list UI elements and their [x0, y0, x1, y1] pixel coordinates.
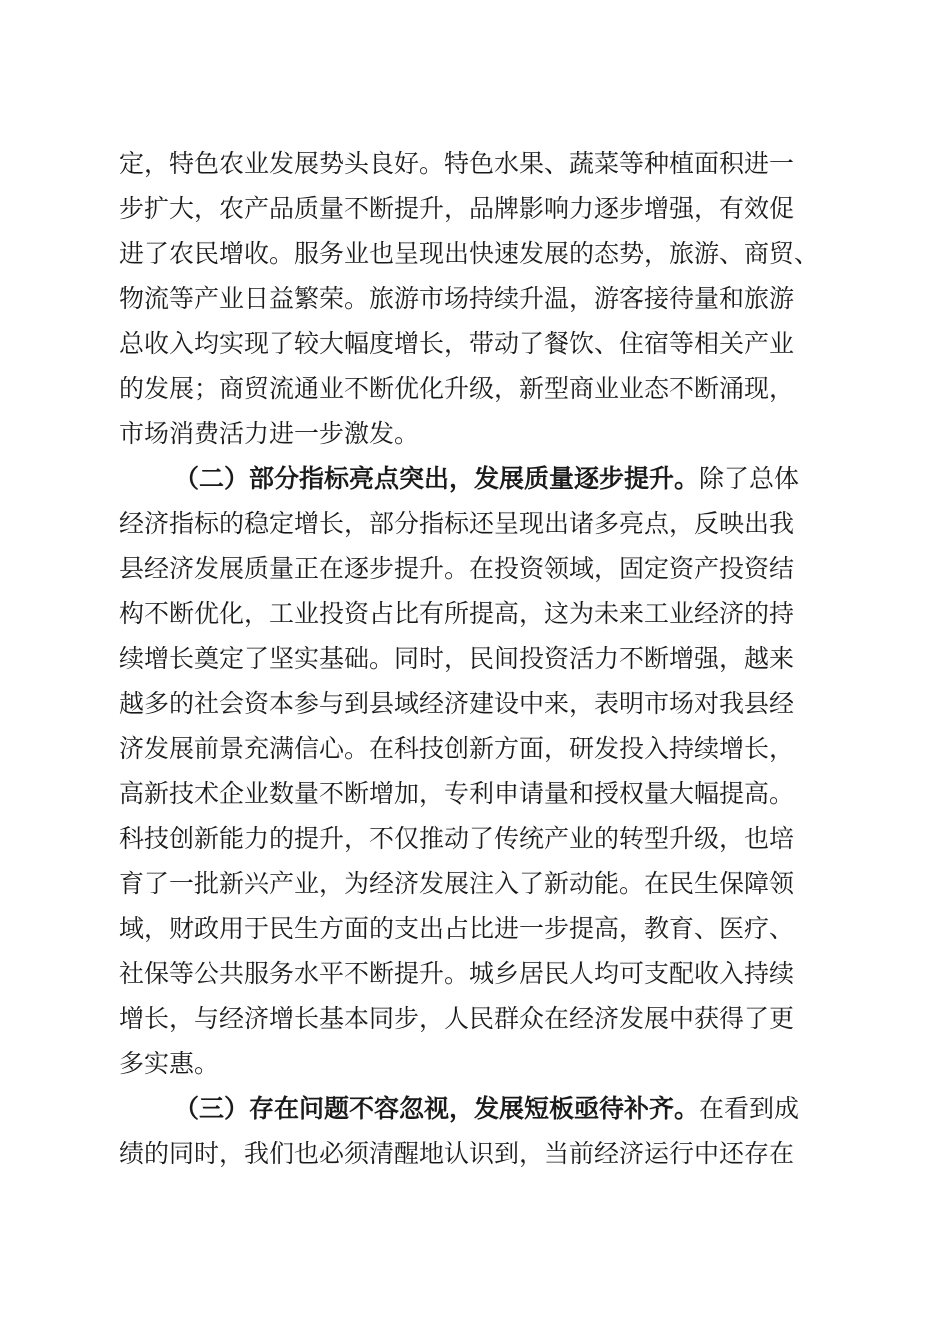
paragraph-line: 绩的同时，我们也必须清醒地认识到，当前经济运行中还存在 — [119, 1139, 795, 1168]
document-body — [119, 141, 839, 1176]
paragraph-line: 市场消费活力进一步激发。 — [119, 419, 420, 448]
paragraph-1 — [119, 141, 839, 456]
paragraph-2 — [119, 456, 839, 1086]
paragraph-first-line — [119, 1086, 839, 1131]
paragraph-line: 社保等公共服务水平不断提升。城乡居民人均可支配收入持续 — [119, 959, 795, 988]
paragraph-line: 增长，与经济增长基本同步，人民群众在经济发展中获得了更 — [119, 1004, 795, 1033]
paragraph-line: 步扩大，农产品质量不断提升，品牌影响力逐步增强，有效促 — [119, 194, 795, 223]
section-heading: （二）部分指标亮点突出，发展质量逐步提升。 — [174, 464, 700, 493]
paragraph-first-line — [119, 456, 839, 501]
paragraph-3 — [119, 1086, 839, 1176]
paragraph-line: 域，财政用于民生方面的支出占比进一步提高，教育、医疗、 — [119, 914, 795, 943]
paragraph-text: 除了总体 — [699, 464, 800, 493]
paragraph-line: 育了一批新兴产业，为经济发展注入了新动能。在民生保障领 — [119, 869, 795, 898]
paragraph-line: 越多的社会资本参与到县域经济建设中来，表明市场对我县经 — [119, 689, 795, 718]
paragraph-line: 济发展前景充满信心。在科技创新方面，研发投入持续增长， — [119, 734, 795, 763]
paragraph-line: 多实惠。 — [119, 1049, 220, 1078]
paragraph-line: 物流等产业日益繁荣。旅游市场持续升温，游客接待量和旅游 — [119, 284, 795, 313]
paragraph-line: 经济指标的稳定增长，部分指标还呈现出诸多亮点，反映出我 — [119, 509, 795, 538]
paragraph-line: 进了农民增收。服务业也呈现出快速发展的态势，旅游、商贸、 — [119, 239, 820, 268]
paragraph-line: 构不断优化，工业投资占比有所提高，这为未来工业经济的持 — [119, 599, 795, 628]
paragraph-line: 定，特色农业发展势头良好。特色水果、蔬菜等种植面积进一 — [119, 149, 795, 178]
section-heading: （三）存在问题不容忽视，发展短板亟待补齐。 — [174, 1094, 700, 1123]
paragraph-text: 在看到成 — [699, 1094, 800, 1123]
paragraph-line: 高新技术企业数量不断增加，专利申请量和授权量大幅提高。 — [119, 779, 795, 808]
paragraph-line: 续增长奠定了坚实基础。同时，民间投资活力不断增强，越来 — [119, 644, 795, 673]
paragraph-line: 县经济发展质量正在逐步提升。在投资领域，固定资产投资结 — [119, 554, 795, 583]
paragraph-line: 的发展；商贸流通业不断优化升级，新型商业业态不断涌现， — [119, 374, 795, 403]
paragraph-line: 总收入均实现了较大幅度增长，带动了餐饮、住宿等相关产业 — [119, 329, 795, 358]
paragraph-line: 科技创新能力的提升，不仅推动了传统产业的转型升级，也培 — [119, 824, 795, 853]
